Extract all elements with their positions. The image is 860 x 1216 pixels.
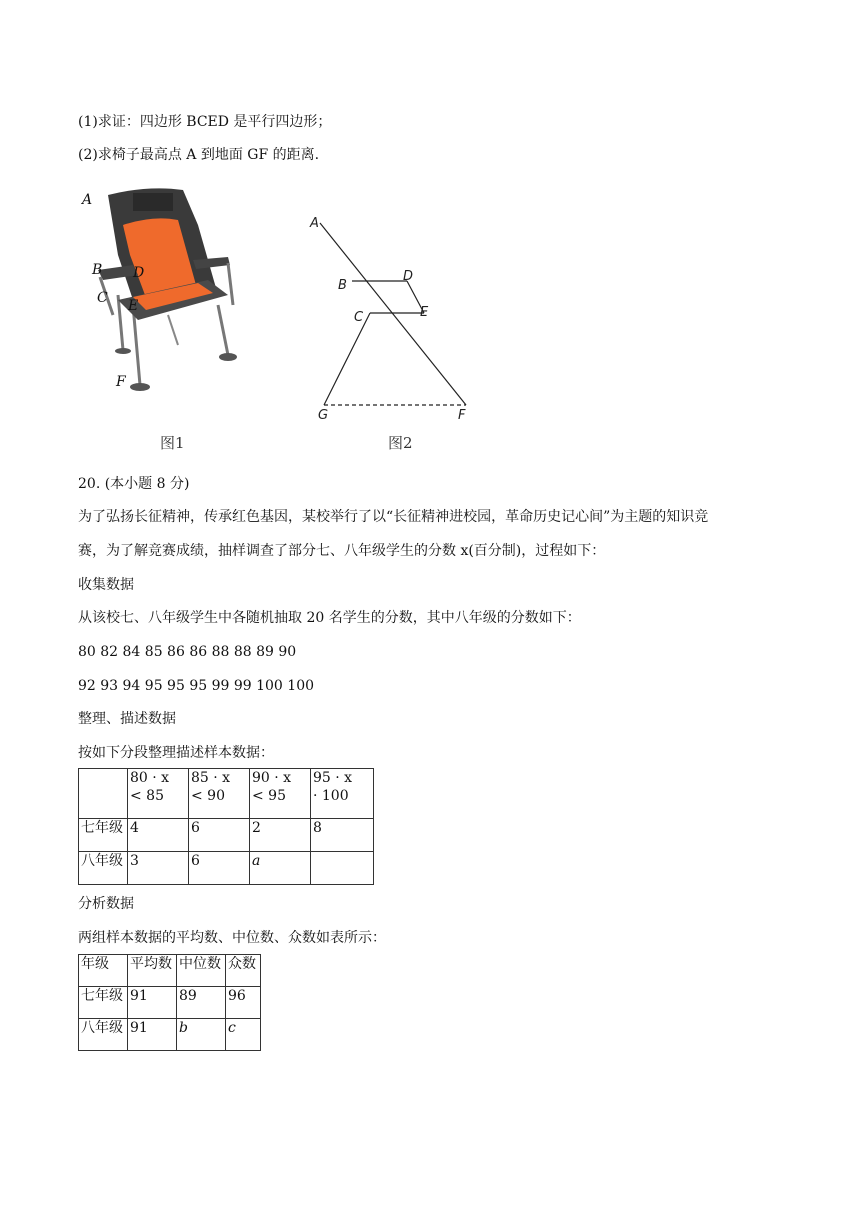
table-row bbox=[79, 987, 261, 1019]
analyze-title: 分析数据 bbox=[78, 896, 134, 912]
table-cell: 平均数 bbox=[128, 955, 177, 987]
fig2-point-a: A bbox=[310, 216, 319, 231]
fig1-caption: 图1 bbox=[160, 434, 185, 452]
fig2-point-d: D bbox=[403, 269, 414, 284]
q20-intro-line1: 为了弘扬长征精神，传承红色基因，某校举行了以“长征精神进校园，革命历史记心间”为主题的知识竞 bbox=[78, 509, 709, 525]
fig1-label-b: B bbox=[92, 262, 103, 278]
table-cell: 91 bbox=[128, 987, 177, 1019]
table-cell: 85 · x < 90 bbox=[189, 769, 250, 819]
fig2-point-c: C bbox=[354, 310, 364, 325]
table-cell: 90 · x < 95 bbox=[250, 769, 311, 819]
fig2-point-e: E bbox=[420, 305, 429, 320]
table-cell: 6 bbox=[189, 819, 250, 852]
q20-header: 20. (本小题 8 分) bbox=[78, 476, 190, 492]
table-cell: 3 bbox=[128, 852, 189, 885]
table-row bbox=[79, 1019, 261, 1051]
statistics-table bbox=[78, 954, 261, 1051]
geometry-diagram bbox=[300, 205, 490, 430]
scores-line1: 80 82 84 85 86 86 88 88 89 90 bbox=[78, 644, 297, 660]
table-cell: 2 bbox=[250, 819, 311, 852]
table-cell: 中位数 bbox=[177, 955, 226, 987]
table-cell: 96 bbox=[226, 987, 261, 1019]
table-row bbox=[79, 819, 374, 852]
table-row bbox=[79, 955, 261, 987]
table-cell: 91 bbox=[128, 1019, 177, 1051]
table-cell: 众数 bbox=[226, 955, 261, 987]
fig1-label-a: A bbox=[82, 192, 93, 208]
fig2-point-f: F bbox=[458, 408, 466, 423]
table-cell: 年级 bbox=[79, 955, 128, 987]
fig1-label-e: E bbox=[128, 298, 139, 314]
analyze-text: 两组样本数据的平均数、中位数、众数如表所示： bbox=[78, 930, 386, 946]
table-cell: 95 · x · 100 bbox=[311, 769, 374, 819]
collect-text: 从该校七、八年级学生中各随机抽取 20 名学生的分数，其中八年级的分数如下： bbox=[78, 610, 581, 626]
q19-part1: (1)求证：四边形 BCED 是平行四边形； bbox=[78, 114, 332, 130]
table-cell: 6 bbox=[189, 852, 250, 885]
table-cell: 80 · x < 85 bbox=[128, 769, 189, 819]
organize-text: 按如下分段整理描述样本数据： bbox=[78, 745, 274, 761]
table-cell: 七年级 bbox=[79, 987, 128, 1019]
collect-title: 收集数据 bbox=[78, 577, 134, 593]
fig1-label-d: D bbox=[133, 265, 145, 281]
fig1-label-c: C bbox=[97, 290, 108, 306]
table-cell: 4 bbox=[128, 819, 189, 852]
q20-intro-line2: 赛，为了解竞赛成绩，抽样调查了部分七、八年级学生的分数 x(百分制)，过程如下： bbox=[78, 543, 606, 559]
table-cell: 89 bbox=[177, 987, 226, 1019]
table-cell: c bbox=[226, 1019, 261, 1051]
table-cell: a bbox=[250, 852, 311, 885]
table-cell: 八年级 bbox=[79, 1019, 128, 1051]
table-row bbox=[79, 769, 374, 819]
frequency-table bbox=[78, 768, 374, 885]
table-cell bbox=[311, 852, 374, 885]
table-cell: b bbox=[177, 1019, 226, 1051]
q19-part2: (2)求椅子最高点 A 到地面 GF 的距离. bbox=[78, 147, 320, 163]
table-cell: 八年级 bbox=[79, 852, 128, 885]
table-cell: 8 bbox=[311, 819, 374, 852]
fig2-caption: 图2 bbox=[388, 434, 413, 452]
fig1-label-f: F bbox=[116, 374, 126, 390]
fig2-point-b: B bbox=[338, 278, 347, 293]
table-cell: 七年级 bbox=[79, 819, 128, 852]
table-cell bbox=[79, 769, 128, 819]
organize-title: 整理、描述数据 bbox=[78, 711, 176, 727]
table-row bbox=[79, 852, 374, 885]
scores-line2: 92 93 94 95 95 95 99 99 100 100 bbox=[78, 678, 315, 694]
fig2-point-g: G bbox=[318, 408, 329, 423]
